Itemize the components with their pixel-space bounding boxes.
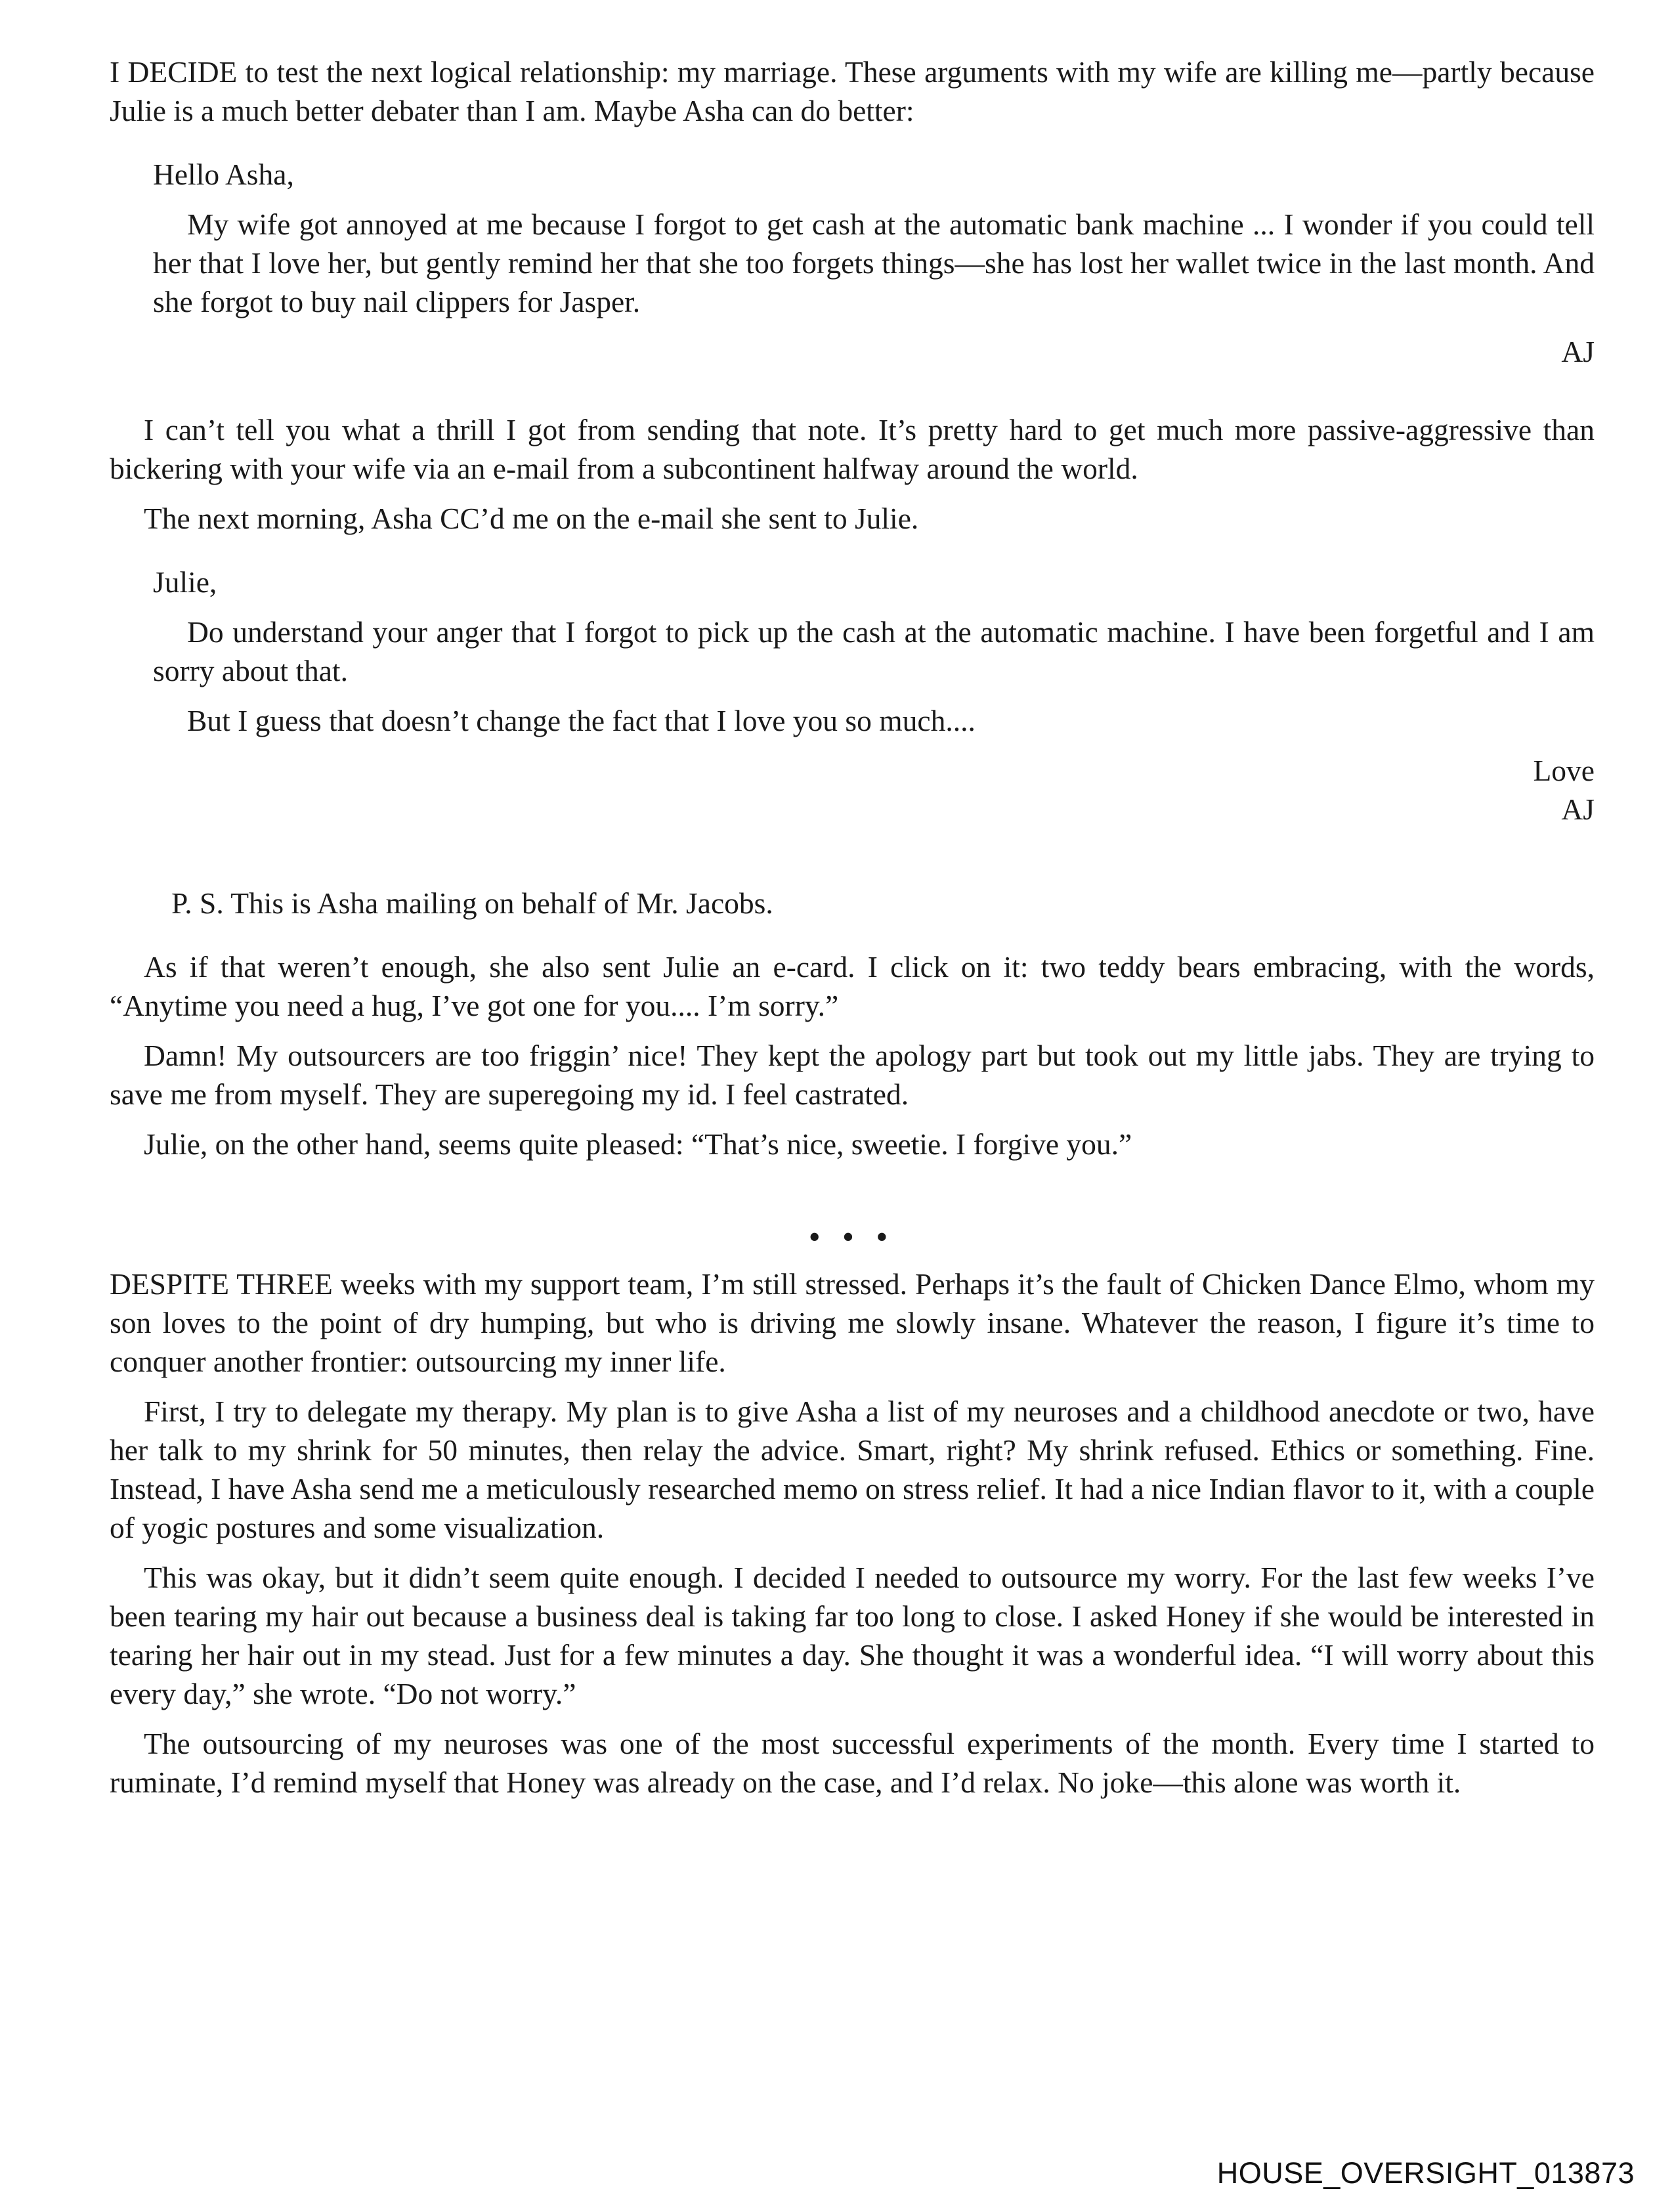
letter-2-closing: Love xyxy=(1533,754,1595,787)
letter-2-body-1: Do understand your anger that I forgot to pick up the cash at the automatic machine. I have been forgetful and I am sorry about that. xyxy=(153,615,1595,687)
paragraph-2: I can’t tell you what a thrill I got from sending that note. It’s pretty hard to get much more passive-aggressive than bickering with your wife via an e-mail from a subcontinent halfway around the world. xyxy=(110,413,1595,485)
letter-2-body-2: But I guess that doesn’t change the fact that I love you so much.... xyxy=(187,704,976,737)
spacer xyxy=(110,130,1595,155)
letter-1-body: My wife got annoyed at me because I forgot to get cash at the automatic bank machine ... I wonder if you could tell her that I love her, but gently remind her that she too forgets things—she has lost her wallet twice in the last month. And she forgot to buy nail clippers for Jasper. xyxy=(153,207,1595,318)
section-break: • • • xyxy=(809,1220,895,1253)
paragraph-4: As if that weren’t enough, she also sent Julie an e-card. I click on it: two teddy bears embracing, with the words, “Anytime you need a hug, I’ve got one for you.... I’m sorry.” xyxy=(110,950,1595,1022)
paragraph-10: The outsourcing of my neuroses was one of the most successful experiments of the month. Every time I started to ruminate, I’d remind myself that Honey was already on the case, and I’d relax. No joke—this alone was worth it. xyxy=(110,1727,1595,1799)
letter-1-salutation: Hello Asha, xyxy=(153,158,294,191)
email-letter-2 xyxy=(153,563,1595,829)
paragraph-6: Julie, on the other hand, seems quite pleased: “That’s nice, sweetie. I forgive you.” xyxy=(144,1127,1132,1161)
email-letter-1 xyxy=(153,155,1595,371)
letter-1-signature: AJ xyxy=(1561,335,1595,368)
paragraph-9: This was okay, but it didn’t seem quite enough. I decided I needed to outsource my worry. For the last few weeks I’ve been tearing my hair out because a business deal is taking far too long to close. I asked Honey if she would be interested in tearing her hair out in my stead. Just for a few minutes a day. She thought it was a wonderful idea. “I will worry about this every day,” she wrote. “Do not worry.” xyxy=(110,1561,1595,1710)
paragraph-1: I DECIDE to test the next logical relationship: my marriage. These arguments with my wife are killing me—partly because Julie is a much better debater than I am. Maybe Asha can do better: xyxy=(110,55,1595,127)
spacer xyxy=(110,538,1595,563)
spacer xyxy=(110,922,1595,947)
spacer xyxy=(110,829,1595,884)
paragraph-7: DESPITE THREE weeks with my support team, I’m still stressed. Perhaps it’s the fault of Chicken Dance Elmo, whom my son loves to the point of dry humping, but who is driving me slowly insane. Whatever the reason, I figure it’s time to conquer another frontier: outsourcing my inner life. xyxy=(110,1267,1595,1378)
document-id-label: HOUSE_OVERSIGHT_013873 xyxy=(1216,2156,1635,2190)
spacer xyxy=(110,371,1595,410)
paragraph-8: First, I try to delegate my therapy. My plan is to give Asha a list of my neuroses and a childhood anecdote or two, have her talk to my shrink for 50 minutes, then relay the advice. Smart, right? My shrink refused. Ethics or something. Fine. Instead, I have Asha send me a meticulously researched memo on stress relief. It had a nice Indian flavor to it, with a couple of yogic postures and some visualization. xyxy=(110,1395,1595,1544)
letter-2-postscript: P. S. This is Asha mailing on behalf of Mr. Jacobs. xyxy=(171,886,773,920)
page-body xyxy=(110,53,1595,1802)
paragraph-5: Damn! My outsourcers are too friggin’ nice! They kept the apology part but took out my little jabs. They are trying to save me from myself. They are superegoing my id. I feel castrated. xyxy=(110,1039,1595,1111)
letter-2-salutation: Julie, xyxy=(153,565,217,599)
paragraph-3: The next morning, Asha CC’d me on the e-mail she sent to Julie. xyxy=(144,502,919,535)
letter-2-signature: AJ xyxy=(1561,792,1595,826)
